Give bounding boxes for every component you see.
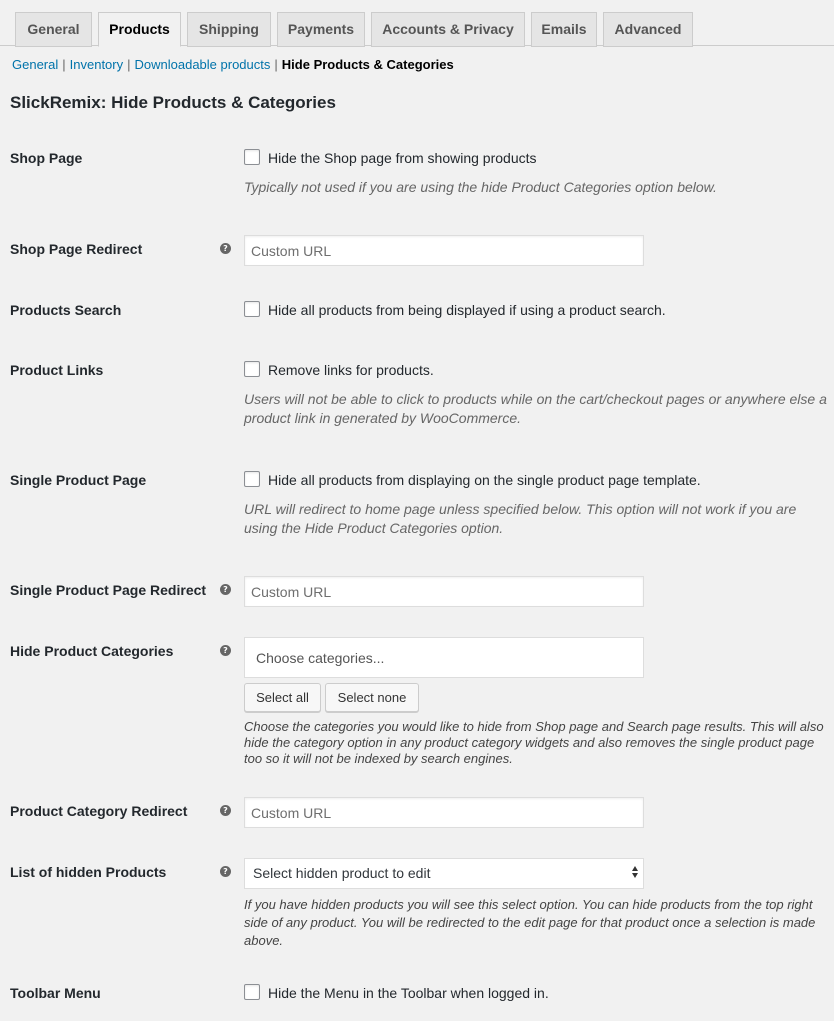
select-all-button[interactable]: Select all bbox=[244, 683, 321, 712]
single-product-description: URL will redirect to home page unless specified below. This option will not work if you are using the Hide Product Categories option. bbox=[244, 501, 797, 536]
products-search-checkbox-label[interactable]: Hide all products from being displayed if using a product search. bbox=[268, 302, 666, 318]
shop-page-label: Shop Page bbox=[10, 150, 83, 166]
toolbar-menu-checkbox-label[interactable]: Hide the Menu in the Toolbar when logged in. bbox=[268, 985, 549, 1001]
help-icon[interactable]: ? bbox=[220, 805, 231, 816]
subnav-separator: | bbox=[127, 57, 131, 72]
products-search-checkbox[interactable] bbox=[244, 301, 260, 317]
section-subnav bbox=[12, 57, 454, 73]
hidden-products-select[interactable] bbox=[244, 858, 644, 889]
tab-payments[interactable]: Payments bbox=[277, 12, 365, 47]
help-icon[interactable]: ? bbox=[220, 243, 231, 254]
shop-page-checkbox-label[interactable]: Hide the Shop page from showing products bbox=[268, 150, 537, 166]
subnav-current: Hide Products & Categories bbox=[281, 57, 454, 72]
select-none-button[interactable]: Select none bbox=[325, 683, 419, 712]
select-arrows-icon bbox=[631, 866, 639, 880]
tab-products[interactable]: Products bbox=[98, 12, 181, 47]
page-title: SlickRemix: Hide Products & Categories bbox=[10, 93, 336, 112]
single-redirect-input[interactable] bbox=[244, 576, 644, 607]
categories-multiselect[interactable]: Choose categories... bbox=[244, 637, 644, 678]
tab-accounts-privacy[interactable]: Accounts & Privacy bbox=[371, 12, 525, 47]
shop-page-description: Typically not used if you are using the hide Product Categories option below. bbox=[244, 179, 717, 195]
product-links-description: Users will not be able to click to products while on the cart/checkout pages or anywhere else a product link in generated by WooCommerce. bbox=[244, 391, 827, 426]
subnav-inventory-link[interactable]: Inventory bbox=[69, 57, 124, 72]
category-redirect-label: Product Category Redirect bbox=[10, 803, 188, 819]
subnav-downloadable-link[interactable]: Downloadable products bbox=[134, 57, 271, 72]
settings-tabs bbox=[0, 0, 834, 46]
subnav-separator: | bbox=[274, 57, 278, 72]
hide-categories-label: Hide Product Categories bbox=[10, 643, 174, 659]
hide-categories-description: Choose the categories you would like to hide from Shop page and Search page results. This will also hide the category option in any product category widgets and also removes the single product page too so it will not be indexed by search engines. bbox=[244, 719, 824, 766]
shop-page-checkbox[interactable] bbox=[244, 149, 260, 165]
tab-advanced[interactable]: Advanced bbox=[603, 12, 693, 47]
single-product-checkbox-label[interactable]: Hide all products from displaying on the single product page template. bbox=[268, 472, 701, 488]
tab-shipping[interactable]: Shipping bbox=[187, 12, 271, 47]
hidden-products-label: List of hidden Products bbox=[10, 864, 167, 880]
subnav-separator: | bbox=[62, 57, 66, 72]
product-links-checkbox[interactable] bbox=[244, 361, 260, 377]
shop-redirect-input[interactable] bbox=[244, 235, 644, 266]
help-icon[interactable]: ? bbox=[220, 645, 231, 656]
category-redirect-input[interactable] bbox=[244, 797, 644, 828]
help-icon[interactable]: ? bbox=[220, 866, 231, 877]
hidden-products-description: If you have hidden products you will see this select option. You can hide products from the top right side of any product. You will be redirected to the edit page for that product once a selection is made above. bbox=[244, 897, 816, 948]
hidden-products-selected: Select hidden product to edit bbox=[253, 865, 431, 881]
product-links-checkbox-label[interactable]: Remove links for products. bbox=[268, 362, 434, 378]
toolbar-menu-label: Toolbar Menu bbox=[10, 985, 101, 1001]
help-icon[interactable]: ? bbox=[220, 584, 231, 595]
single-product-label: Single Product Page bbox=[10, 472, 147, 488]
single-redirect-label: Single Product Page Redirect bbox=[10, 582, 207, 598]
shop-redirect-label: Shop Page Redirect bbox=[10, 241, 143, 257]
tab-general[interactable]: General bbox=[15, 12, 92, 47]
toolbar-menu-checkbox[interactable] bbox=[244, 984, 260, 1000]
subnav-general-link[interactable]: General bbox=[12, 57, 59, 72]
product-links-label: Product Links bbox=[10, 362, 104, 378]
tab-emails[interactable]: Emails bbox=[531, 12, 597, 47]
products-search-label: Products Search bbox=[10, 302, 122, 318]
single-product-checkbox[interactable] bbox=[244, 471, 260, 487]
